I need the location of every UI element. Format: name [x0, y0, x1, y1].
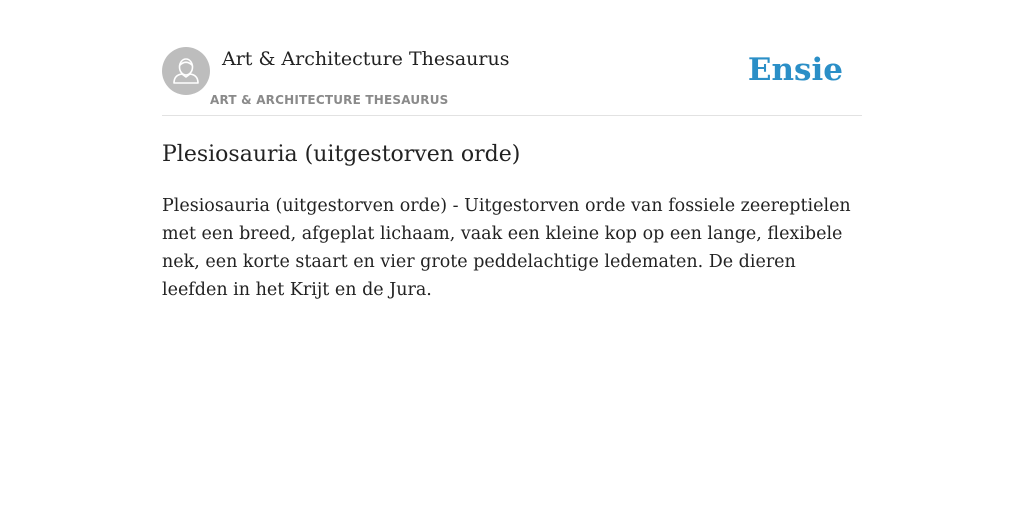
source-header: [162, 47, 862, 116]
source-subtitle: ART & ARCHITECTURE THESAURUS: [210, 93, 449, 107]
ensie-logo[interactable]: Ensie: [747, 52, 843, 88]
source-title[interactable]: Art & Architecture Thesaurus: [222, 48, 510, 70]
entry-title: Plesiosauria (uitgestorven orde): [162, 142, 521, 167]
entry-body: Plesiosauria (uitgestorven orde) - Uitgestorven orde van fossiele zeereptielen met een breed, afgeplat lichaam, vaak een kleine kop op een lange, flexibele nek, een korte staart en vier grote peddelachtige ledematen. De dieren leefden in het Krijt en de Jura.: [162, 196, 851, 300]
user-icon: [162, 47, 210, 95]
avatar[interactable]: [162, 47, 210, 95]
